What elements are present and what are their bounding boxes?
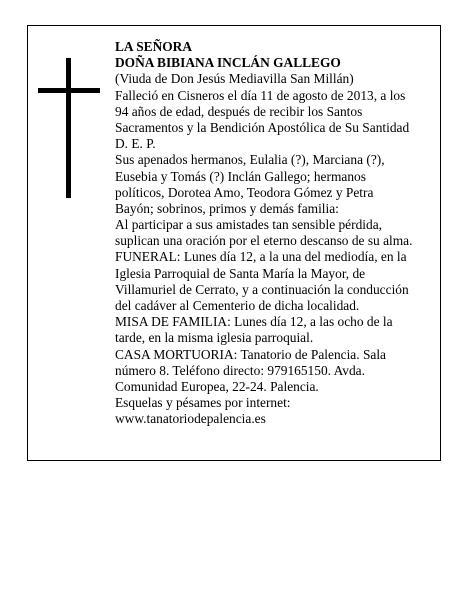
notice-line-age: 94 años de edad, después de recibir los Santos xyxy=(115,103,363,119)
notice-line-funeral-4: del cadáver al Cementerio de dicha localidad. xyxy=(115,298,360,313)
cross-icon xyxy=(38,58,100,198)
obituary-text xyxy=(115,39,445,428)
notice-line-rip: D. E. P. xyxy=(115,136,156,152)
notice-line-announcement-1: Al participar a sus amistades tan sensible pérdida, xyxy=(115,217,382,233)
notice-line-announcement-2: suplican una oración por el eterno descanso de su alma. xyxy=(115,233,413,249)
notice-line-family-3: políticos, Dorotea Amo, Teodora Gómez y Petra xyxy=(115,184,374,200)
notice-line-internet-1: Esquelas y pésames por internet: xyxy=(115,395,291,411)
notice-line-funeral-2: Iglesia Parroquial de Santa María la Mayor, de xyxy=(115,265,366,281)
deceased-name: DOÑA BIBIANA INCLÁN GALLEGO xyxy=(115,55,341,71)
notice-line-funeral-1: FUNERAL: Lunes día 12, a la una del mediodía, en la xyxy=(115,249,407,265)
notice-line-mass-1: MISA DE FAMILIA: Lunes día 12, a las ocho de la xyxy=(115,314,393,330)
notice-line-mortuary-3: Comunidad Europea, 22-24. Palencia. xyxy=(115,378,319,394)
notice-line-family-2: Eusebia y Tomás (?) Inclán Gallego; hermanos xyxy=(115,168,366,184)
notice-line-funeral-3: Villamuriel de Cerrato, y a continuación la conducción xyxy=(115,281,409,297)
cross-horizontal-bar xyxy=(38,88,100,93)
notice-line-death: Falleció en Cisneros el día 11 de agosto de 2013, a los xyxy=(115,87,406,103)
cross-vertical-bar xyxy=(66,58,71,198)
notice-line-mortuary-2: número 8. Teléfono directo: 979165150. Avda. xyxy=(115,362,365,378)
notice-title-line: LA SEÑORA xyxy=(115,39,193,54)
notice-line-mass-2: tarde, en la misma iglesia parroquial. xyxy=(115,330,314,346)
notice-line-mortuary-1: CASA MORTUORIA: Tanatorio de Palencia. Sala xyxy=(115,346,386,362)
notice-line-widow-of: (Viuda de Don Jesús Mediavilla San Millán) xyxy=(115,71,354,87)
notice-line-website: www.tanatoriodepalencia.es xyxy=(115,411,266,427)
notice-line-sacraments: Sacramentos y la Bendición Apostólica de Su Santidad xyxy=(115,119,410,135)
notice-line-family-4: Bayón; sobrinos, primos y demás familia: xyxy=(115,200,339,216)
notice-line-family-1: Sus apenados hermanos, Eulalia (?), Marciana (?), xyxy=(115,152,385,168)
